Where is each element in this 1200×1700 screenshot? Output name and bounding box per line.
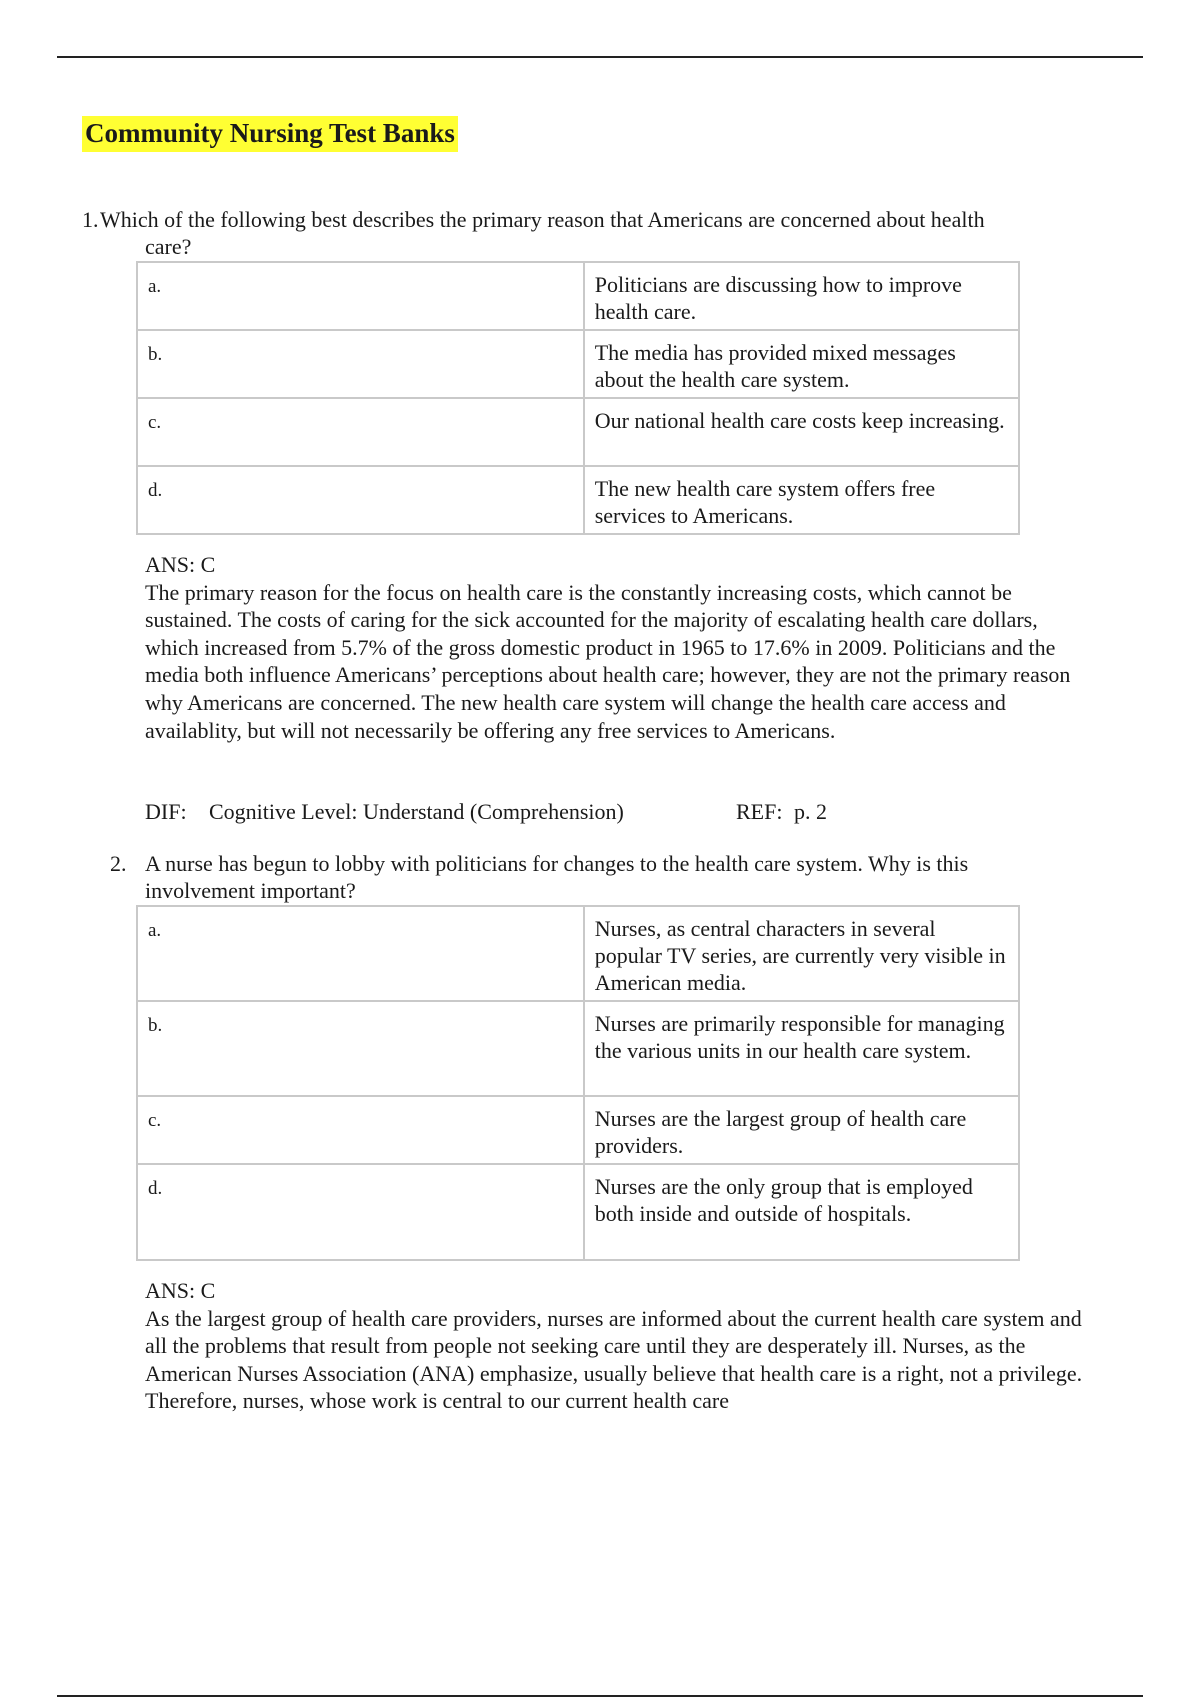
option-row[interactable] [137,330,1019,398]
option-text: Nurses are the largest group of health care providers. [584,1096,1019,1164]
question-2-options [136,905,1020,1261]
top-rule [57,56,1143,58]
option-row[interactable] [137,466,1019,534]
option-text: Politicians are discussing how to improve health care. [584,262,1019,330]
answer-rationale: As the largest group of health care providers, nurses are informed about the current health care system and all the problems that result from people not seeking care until they are desperately ill. Nurses, as the American Nurses Association (ANA) emphasize, usually believe that health care is a right, not a privilege. Therefore, nurses, whose work is central to our current health care [145,1305,1083,1414]
answer-label: ANS: C [145,1278,216,1303]
document-title: Community Nursing Test Banks [82,116,458,152]
dif-label: DIF: [145,799,187,824]
option-letter: b. [137,1001,584,1096]
question-2-answer-block [145,1277,1095,1415]
question-stem-line2: care? [145,234,192,259]
answer-label: ANS: C [145,552,216,577]
dif-value: Cognitive Level: Understand (Comprehension) [209,799,624,824]
option-text: Nurses are primarily responsible for managing the various units in our health care system. [584,1001,1019,1096]
question-2-stem [110,850,1110,906]
option-text: Nurses, as central characters in several popular TV series, are currently very visible in American media. [584,906,1019,1001]
ref-label: REF: [736,799,783,824]
option-letter: d. [137,466,584,534]
option-letter: a. [137,906,584,1001]
option-row[interactable] [137,1164,1019,1260]
ref-value: p. 2 [794,799,827,824]
question-1-options [136,261,1020,535]
question-stem-line1: Which of the following best describes the primary reason that Americans are concerned about health [100,207,985,232]
question-stem-line2: involvement important? [145,878,356,903]
question-1-meta [145,798,1045,825]
option-row[interactable] [137,262,1019,330]
question-1-stem [82,206,1082,262]
option-letter: d. [137,1164,584,1260]
option-letter: a. [137,262,584,330]
option-letter: b. [137,330,584,398]
option-row[interactable] [137,906,1019,1001]
option-letter: c. [137,1096,584,1164]
option-text: Our national health care costs keep increasing. [584,398,1019,466]
answer-rationale: The primary reason for the focus on health care is the constantly increasing costs, which cannot be sustained. The costs of caring for the sick accounted for the majority of escalating health care dollars, which increased from 5.7% of the gross domestic product in 1965 to 17.6% in 2009. Politicians and the media both influence Americans’ perceptions about health care; however, they are not the primary reason why Americans are concerned. The new health care system will change the health care access and availablity, but will not necessarily be offering any free services to Americans. [145,579,1071,743]
option-text: Nurses are the only group that is employed both inside and outside of hospitals. [584,1164,1019,1260]
bottom-rule [57,1695,1143,1697]
question-number: 1. [82,207,99,232]
question-stem-line1: A nurse has begun to lobby with politicians for changes to the health care system. Why is this [145,851,969,876]
option-letter: c. [137,398,584,466]
option-text: The media has provided mixed messages about the health care system. [584,330,1019,398]
option-row[interactable] [137,1096,1019,1164]
question-number: 2. [110,851,127,876]
question-1-answer-block [145,551,1095,744]
option-text: The new health care system offers free services to Americans. [584,466,1019,534]
option-row[interactable] [137,398,1019,466]
option-row[interactable] [137,1001,1019,1096]
